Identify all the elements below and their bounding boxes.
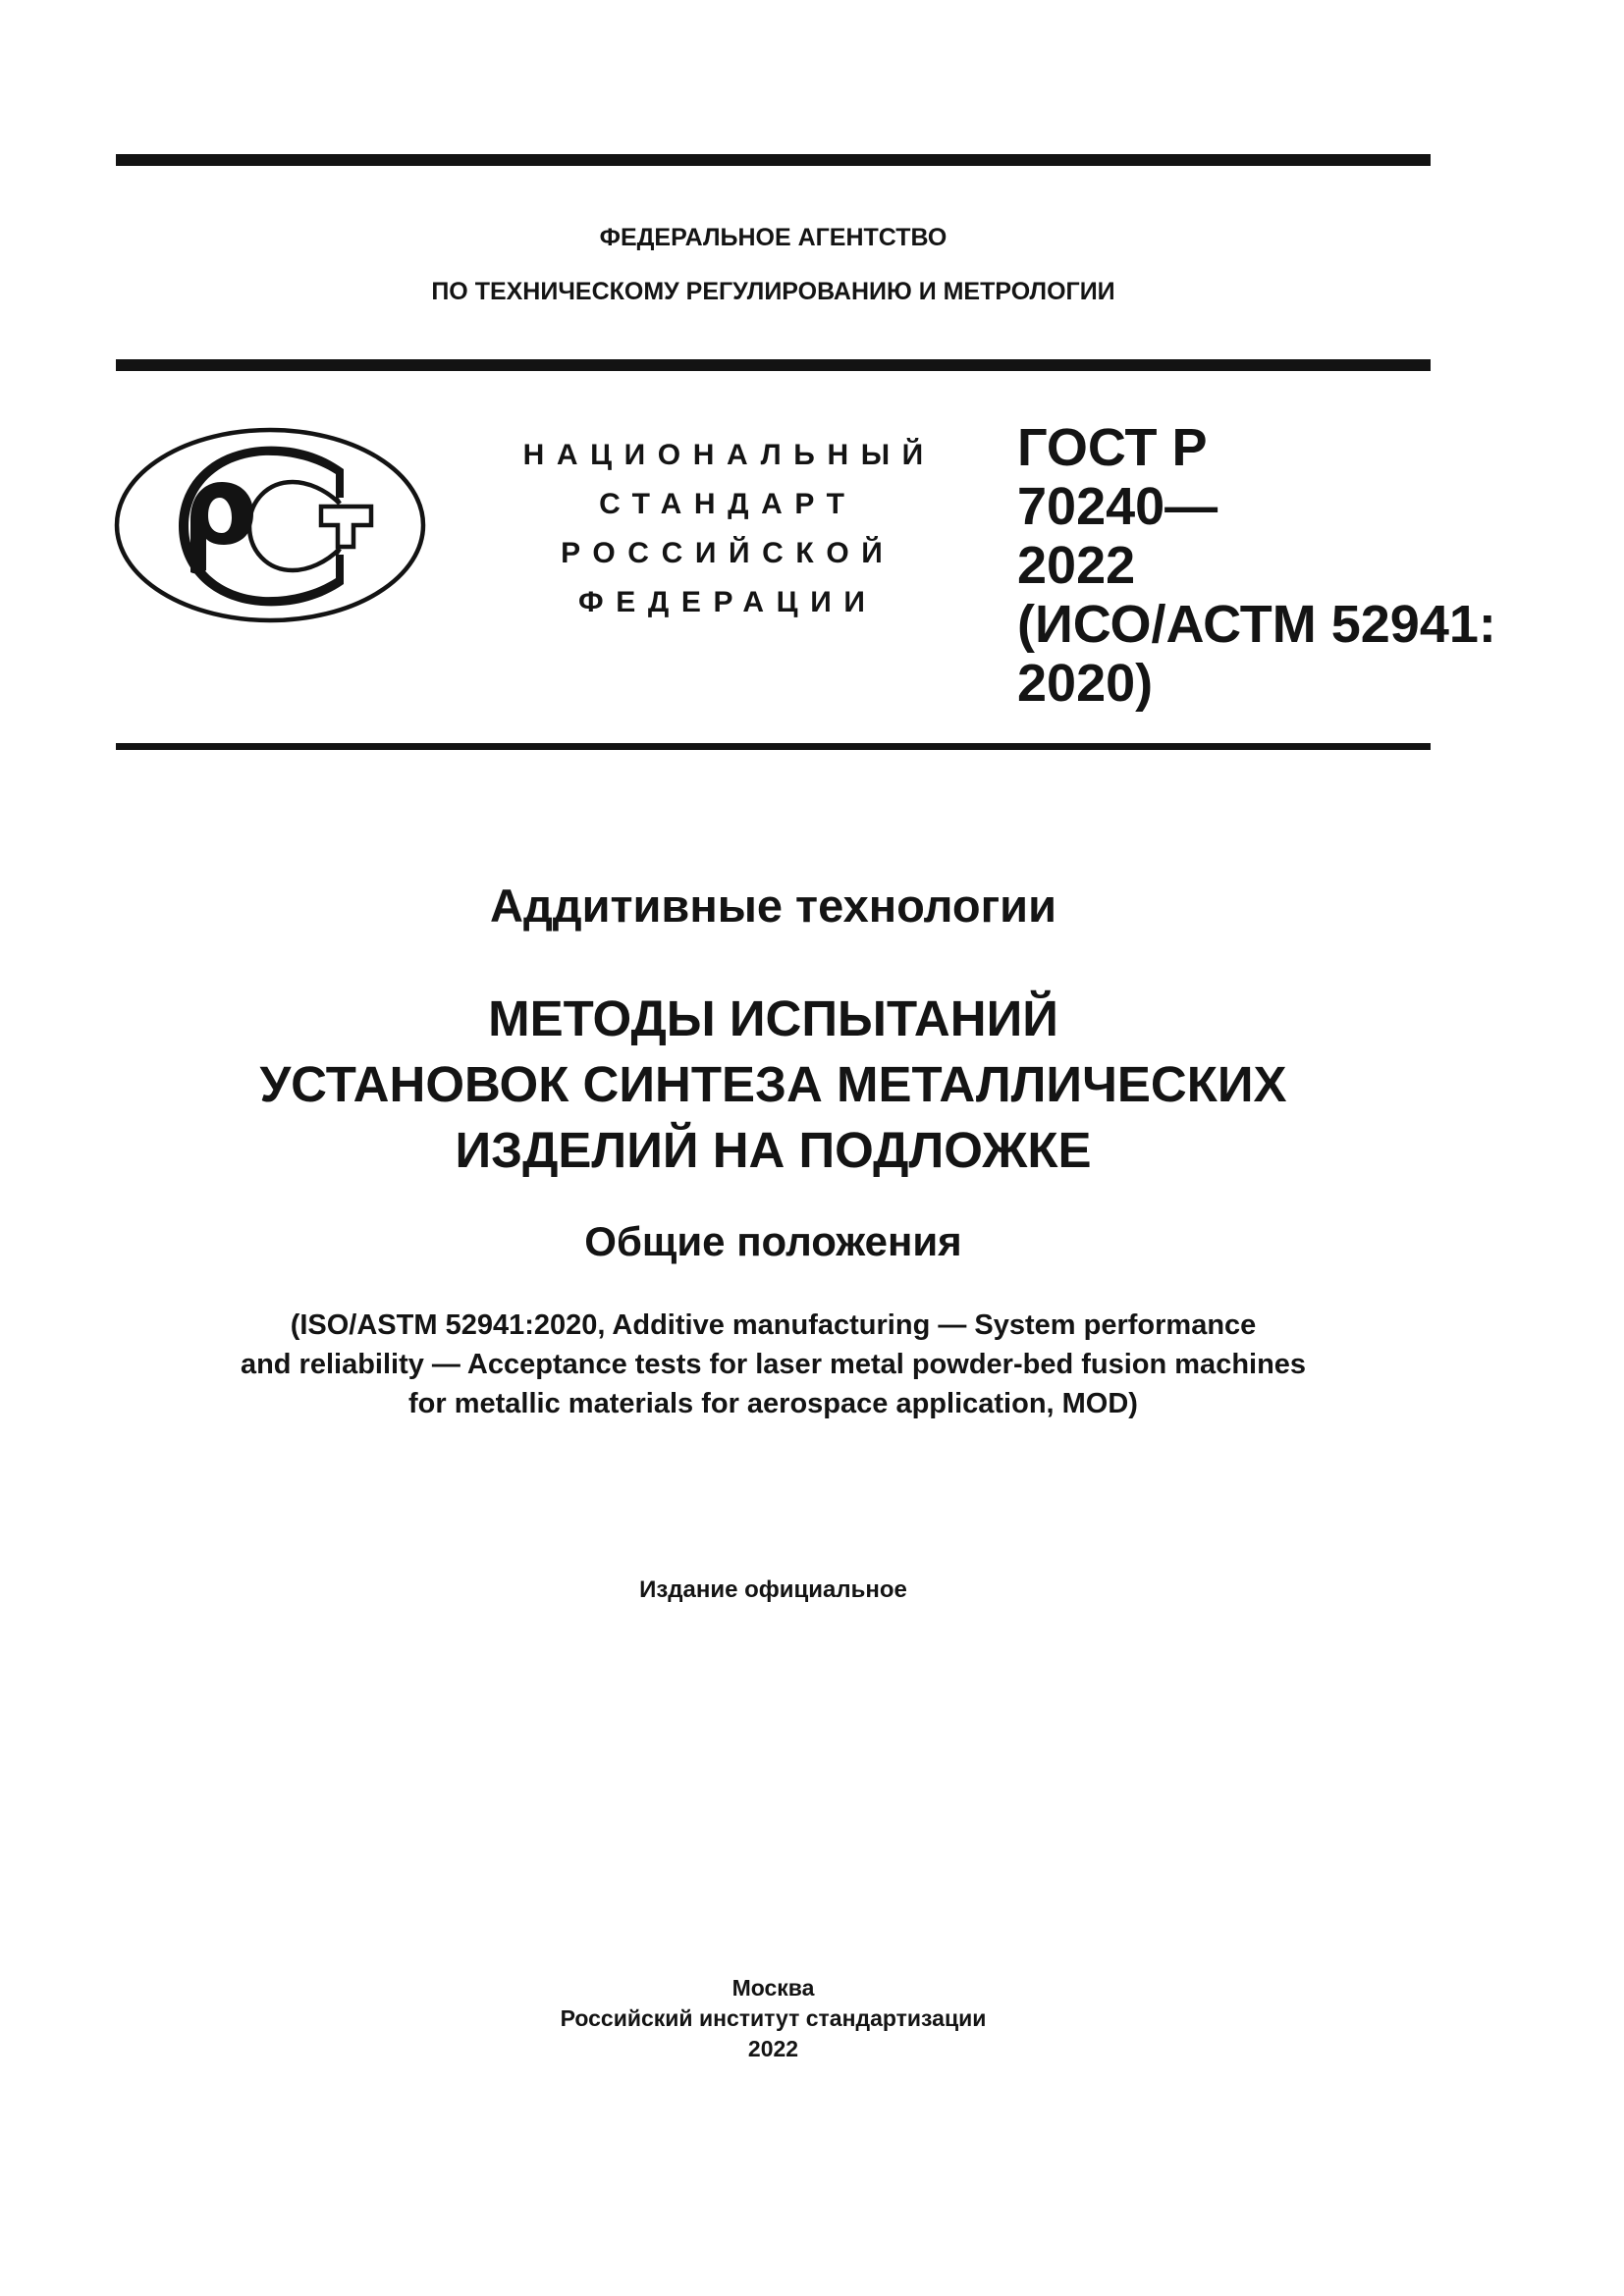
reference-line: (ISO/ASTM 52941:2020, Additive manufacturing — System performance bbox=[290, 1309, 1257, 1341]
rst-gost-logo-icon bbox=[112, 425, 430, 627]
designation-line: ГОСТ Р bbox=[1017, 418, 1208, 477]
publication-year: 2022 bbox=[747, 2036, 799, 2061]
standard-type-line: РОССИЙСКОЙ bbox=[561, 537, 895, 569]
standard-type-line: НАЦИОНАЛЬНЫЙ bbox=[522, 439, 936, 471]
document-subtitle: Общие положения bbox=[584, 1218, 962, 1264]
designation-line: 2020) bbox=[1017, 654, 1154, 713]
agency-name-line-1: ФЕДЕРАЛЬНОЕ АГЕНТСТВО bbox=[599, 224, 947, 251]
top-divider bbox=[116, 154, 1431, 166]
title-line: МЕТОДЫ ИСПЫТАНИЙ bbox=[488, 990, 1058, 1046]
standard-designation bbox=[1017, 418, 1496, 713]
publisher-city: Москва bbox=[731, 1975, 815, 2001]
title-line: УСТАНОВОК СИНТЕЗА МЕТАЛЛИЧЕСКИХ bbox=[259, 1056, 1287, 1112]
publisher-block bbox=[116, 1973, 1431, 2064]
agency-name-line-2: ПО ТЕХНИЧЕСКОМУ РЕГУЛИРОВАНИЮ И МЕТРОЛОГИИ bbox=[431, 278, 1115, 305]
masthead-bottom-divider bbox=[116, 743, 1431, 750]
designation-line: 2022 bbox=[1017, 536, 1136, 595]
document-title bbox=[116, 986, 1431, 1183]
standard-type-line: ФЕДЕРАЦИИ bbox=[578, 586, 878, 618]
edition-label: Издание официальное bbox=[639, 1576, 907, 1603]
designation-line: 70240— bbox=[1017, 477, 1218, 536]
reference-line: and reliability — Acceptance tests for laser metal powder-bed fusion machines bbox=[240, 1349, 1307, 1380]
reference-line: for metallic materials for aerospace application, MOD) bbox=[408, 1388, 1138, 1419]
publisher-name: Российский институт стандартизации bbox=[560, 2005, 987, 2031]
designation-line: (ИСО/АСТМ 52941: bbox=[1017, 595, 1496, 654]
header-divider bbox=[116, 359, 1431, 371]
standard-type-line: СТАНДАРТ bbox=[599, 488, 857, 520]
international-reference bbox=[116, 1306, 1431, 1423]
standard-type-block bbox=[511, 436, 936, 632]
document-category: Аддитивные технологии bbox=[490, 880, 1056, 932]
title-line: ИЗДЕЛИЙ НА ПОДЛОЖКЕ bbox=[455, 1122, 1092, 1178]
